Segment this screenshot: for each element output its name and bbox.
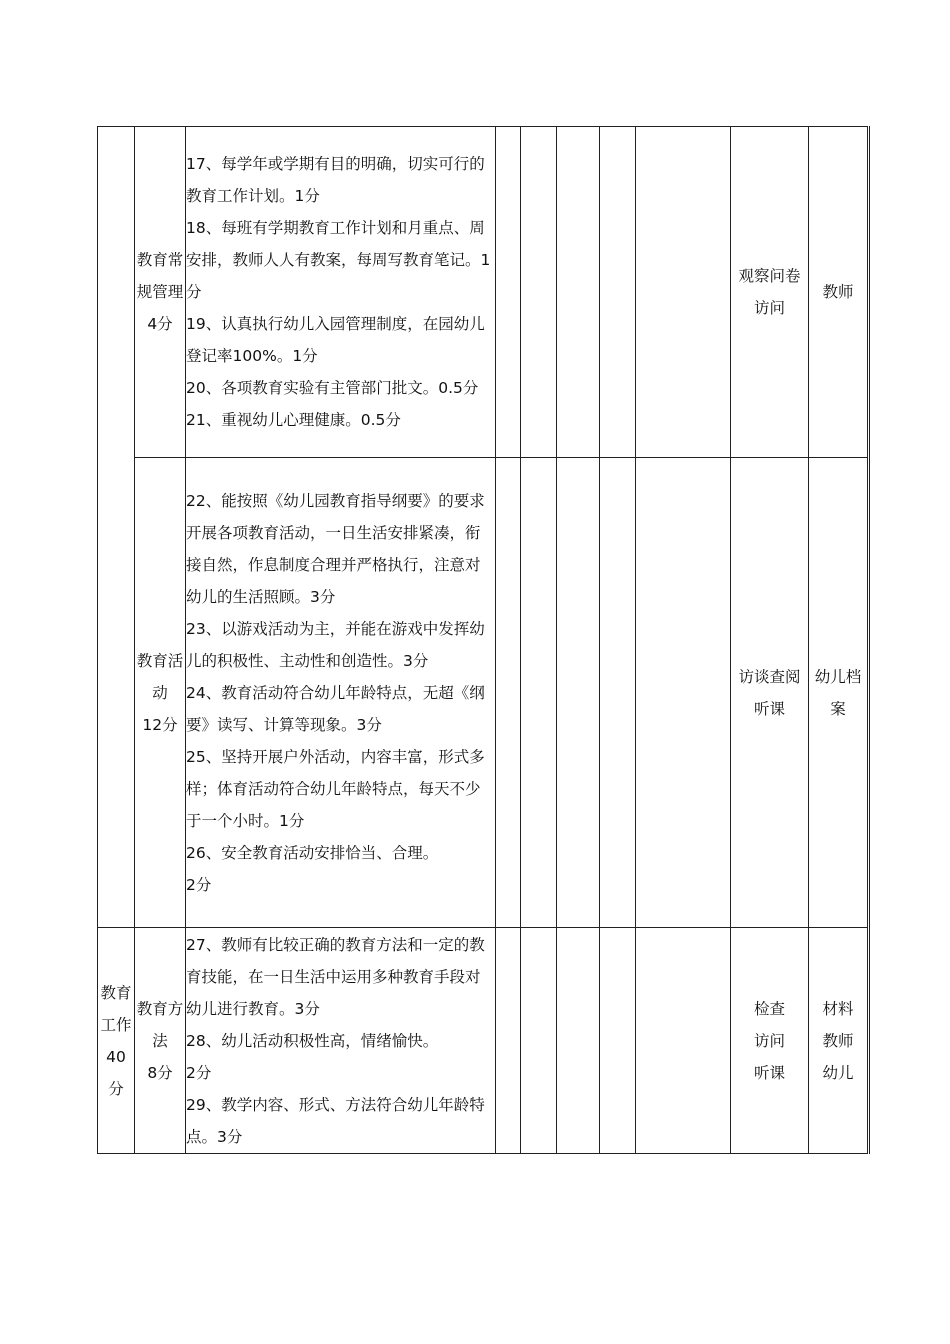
criteria-item: 19、认真执行幼儿入园管理制度，在园幼儿登记率100%。1分: [186, 315, 485, 365]
score-cell: [600, 928, 636, 1154]
score-cell: [557, 458, 600, 928]
criteria-item: 26、安全教育活动安排恰当、合理。: [186, 843, 439, 862]
method-line: 观察问卷: [738, 267, 801, 285]
target-line: 教师: [822, 283, 854, 301]
method-line: 访问: [753, 299, 785, 317]
remarks-cell: [636, 458, 731, 928]
target-cell: [809, 928, 869, 1154]
category-line: 分: [108, 1079, 124, 1098]
target-cell: [809, 127, 869, 458]
score-cell: [600, 127, 636, 458]
method-cell: [731, 458, 809, 928]
criteria-item: 20、各项教育实验有主管部门批文。0.5分: [186, 379, 479, 397]
subcategory-line: 法: [152, 1031, 168, 1050]
score-cell: [496, 458, 521, 928]
method-line: 听课: [753, 1063, 785, 1082]
criteria-item: 17、每学年或学期有目的明确，切实可行的教育工作计划。1分: [186, 155, 485, 205]
target-cell: [809, 458, 869, 928]
score-cell: [521, 928, 557, 1154]
category-line: 40: [106, 1047, 126, 1066]
remarks-cell: [636, 928, 731, 1154]
evaluation-table-page: [97, 126, 868, 1154]
criteria-item: 27、教师有比较正确的教育方法和一定的教育技能，在一日生活中运用多种教育手段对幼儿进行教育。3分: [186, 935, 485, 1018]
subcategory-cell: [135, 127, 186, 458]
subcategory-line: 教育常: [136, 251, 184, 269]
method-cell: [731, 127, 809, 458]
remarks-cell: [636, 127, 731, 458]
score-cell: [557, 928, 600, 1154]
criteria-item: 28、幼儿活动积极性高，情绪愉快。: [186, 1031, 439, 1050]
table-row: [98, 458, 869, 928]
score-cell: [521, 127, 557, 458]
criteria-item: 21、重视幼儿心理健康。0.5分: [186, 411, 401, 429]
target-line: 教师: [822, 1031, 854, 1050]
criteria-item: 25、坚持开展户外活动，内容丰富，形式多样；体育活动符合幼儿年龄特点，每天不少于一个小时。1分: [186, 747, 485, 830]
score-cell: [496, 928, 521, 1154]
subcategory-cell: [135, 928, 186, 1154]
table-row: [98, 928, 869, 1154]
subcategory-line: 动: [152, 683, 168, 702]
method-line: 听课: [753, 699, 785, 718]
subcategory-cell: [135, 458, 186, 928]
subcategory-line: 12分: [142, 715, 178, 734]
target-line: 材料: [822, 999, 854, 1018]
score-cell: [600, 458, 636, 928]
category-line: 教育: [100, 983, 132, 1002]
method-line: 检查: [753, 999, 785, 1018]
category-line: 工作: [100, 1015, 132, 1034]
criteria-item: 18、每班有学期教育工作计划和月重点、周安排，教师人人有教案，每周写教育笔记。1分: [186, 219, 491, 301]
method-line: 访问: [753, 1031, 785, 1050]
criteria-cell: [186, 458, 496, 928]
category-cell-empty: [98, 127, 135, 928]
criteria-item: 29、教学内容、形式、方法符合幼儿年龄特点。3分: [186, 1095, 485, 1146]
target-line: 案: [830, 699, 846, 718]
criteria-cell: [186, 127, 496, 458]
method-line: 访谈查阅: [738, 667, 801, 686]
criteria-item: 2分: [186, 1063, 212, 1082]
category-cell: [98, 928, 135, 1154]
subcategory-line: 教育活: [136, 651, 184, 670]
score-cell: [496, 127, 521, 458]
evaluation-table: [97, 126, 870, 1154]
criteria-item: 2分: [186, 875, 212, 894]
score-cell: [557, 127, 600, 458]
criteria-cell: [186, 928, 496, 1154]
criteria-item: 24、教育活动符合幼儿年龄特点，无超《纲要》读写、计算等现象。3分: [186, 683, 485, 734]
target-line: 幼儿: [822, 1063, 854, 1082]
target-line: 幼儿档: [814, 667, 862, 686]
criteria-item: 22、能按照《幼儿园教育指导纲要》的要求开展各项教育活动，一日生活安排紧凑，衔接自然，作息制度合理并严格执行，注意对幼儿的生活照顾。3分: [186, 491, 485, 606]
subcategory-line: 教育方: [136, 999, 184, 1018]
subcategory-line: 规管理: [136, 283, 184, 301]
method-cell: [731, 928, 809, 1154]
subcategory-line: 4分: [147, 315, 173, 333]
score-cell: [521, 458, 557, 928]
criteria-item: 23、以游戏活动为主，并能在游戏中发挥幼儿的积极性、主动性和创造性。3分: [186, 619, 485, 670]
table-row: [98, 127, 869, 458]
subcategory-line: 8分: [147, 1063, 173, 1082]
